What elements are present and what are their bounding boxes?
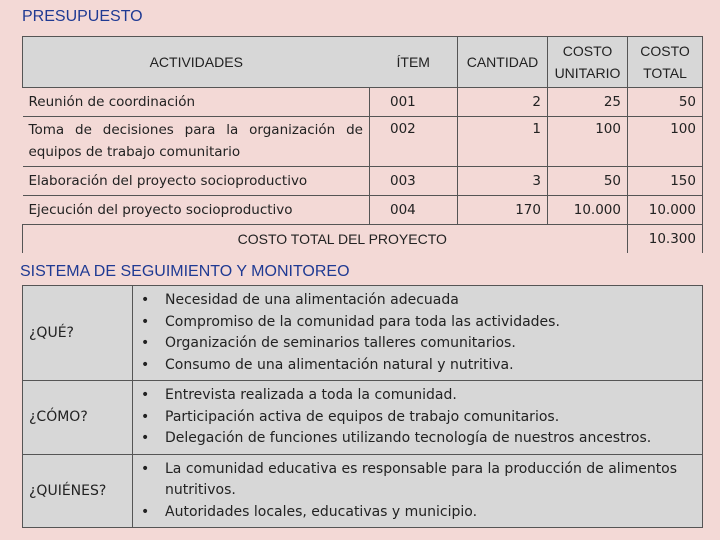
header-item: ÍTEM bbox=[370, 37, 458, 88]
total-value: 10.300 bbox=[628, 225, 703, 254]
row-actividad: Toma de decisiones para la organización de equipos de trabajo comunitario bbox=[23, 117, 370, 167]
total-label: COSTO TOTAL DEL PROYECTO bbox=[23, 225, 548, 254]
row-costo-unitario: 10.000 bbox=[548, 196, 628, 225]
list-item bbox=[141, 428, 696, 450]
question-quienes: ¿QUIÉNES? bbox=[23, 454, 133, 528]
header-cantidad: CANTIDAD bbox=[458, 37, 548, 88]
bullet-icon: • bbox=[141, 460, 150, 477]
bullet-icon: • bbox=[141, 408, 150, 425]
list-item bbox=[141, 459, 696, 502]
header-costo-total bbox=[628, 37, 703, 88]
total-row bbox=[23, 225, 703, 254]
row-item: 003 bbox=[370, 167, 458, 196]
header-actividades: ACTIVIDADES bbox=[23, 37, 370, 88]
budget-title: PRESUPUESTO bbox=[22, 8, 143, 25]
bullet-icon: • bbox=[141, 356, 150, 373]
answer-list-como bbox=[133, 381, 703, 455]
list-item-text: Consumo de una alimentación natural y nutritiva. bbox=[165, 356, 514, 373]
question-como: ¿CÓMO? bbox=[23, 381, 133, 455]
row-item: 004 bbox=[370, 196, 458, 225]
list-item bbox=[141, 312, 696, 334]
budget-header-row bbox=[23, 37, 703, 88]
answer-list-que bbox=[133, 286, 703, 381]
row-cantidad: 170 bbox=[458, 196, 548, 225]
monitoring-row-quienes bbox=[23, 454, 703, 528]
list-item-text: Participación activa de equipos de trabajo comunitarios. bbox=[165, 408, 560, 425]
header-costo-total-line2: TOTAL bbox=[643, 65, 687, 81]
row-cantidad: 3 bbox=[458, 167, 548, 196]
monitoring-table bbox=[22, 285, 703, 528]
header-costo-unitario bbox=[548, 37, 628, 88]
row-actividad: Reunión de coordinación bbox=[23, 88, 370, 117]
list-item-text: Autoridades locales, educativas y municipio. bbox=[165, 503, 478, 520]
row-costo-total: 10.000 bbox=[628, 196, 703, 225]
list-item-text: Delegación de funciones utilizando tecnología de nuestros ancestros. bbox=[165, 430, 652, 446]
answer-list-quienes bbox=[133, 454, 703, 528]
row-costo-total: 150 bbox=[628, 167, 703, 196]
bullet-icon: • bbox=[141, 292, 150, 308]
bullet-icon: • bbox=[141, 503, 150, 520]
row-costo-unitario: 100 bbox=[548, 117, 628, 167]
row-actividad: Elaboración del proyecto socioproductivo bbox=[23, 167, 370, 196]
list-item bbox=[141, 355, 696, 377]
list-item bbox=[141, 407, 696, 429]
row-costo-unitario: 25 bbox=[548, 88, 628, 117]
row-costo-total: 50 bbox=[628, 88, 703, 117]
list-item-text: Compromiso de la comunidad para toda las actividades. bbox=[165, 313, 560, 330]
row-actividad: Ejecución del proyecto socioproductivo bbox=[23, 196, 370, 225]
table-row bbox=[23, 88, 703, 117]
row-cantidad: 2 bbox=[458, 88, 548, 117]
question-que: ¿QUÉ? bbox=[23, 286, 133, 381]
monitoring-row-que bbox=[23, 286, 703, 381]
header-costo-unitario-line2: UNITARIO bbox=[554, 65, 621, 81]
list-item-text: La comunidad educativa es responsable para la producción de alimentos nutritivos. bbox=[165, 460, 678, 498]
table-row bbox=[23, 196, 703, 225]
list-item-text: Entrevista realizada a toda la comunidad. bbox=[165, 387, 457, 403]
monitoring-row-como bbox=[23, 381, 703, 455]
header-costo-unitario-line1: COSTO bbox=[562, 43, 613, 59]
list-item-text: Necesidad de una alimentación adecuada bbox=[165, 292, 459, 308]
row-costo-unitario: 50 bbox=[548, 167, 628, 196]
list-item bbox=[141, 502, 696, 524]
row-cantidad: 1 bbox=[458, 117, 548, 167]
bullet-icon: • bbox=[141, 335, 150, 351]
bullet-icon: • bbox=[141, 313, 150, 330]
header-costo-total-line1: COSTO bbox=[640, 43, 690, 59]
list-item bbox=[141, 385, 696, 407]
bullet-icon: • bbox=[141, 387, 150, 403]
total-blank-cell bbox=[548, 225, 628, 254]
budget-table bbox=[22, 36, 703, 253]
list-item bbox=[141, 333, 696, 355]
list-item bbox=[141, 290, 696, 312]
monitoring-title: SISTEMA DE SEGUIMIENTO Y MONITOREO bbox=[20, 263, 350, 280]
bullet-icon: • bbox=[141, 430, 150, 446]
row-costo-total: 100 bbox=[628, 117, 703, 167]
list-item-text: Organización de seminarios talleres comunitarios. bbox=[165, 335, 516, 351]
row-item: 001 bbox=[370, 88, 458, 117]
table-row bbox=[23, 167, 703, 196]
table-row bbox=[23, 117, 703, 167]
row-item: 002 bbox=[370, 117, 458, 167]
